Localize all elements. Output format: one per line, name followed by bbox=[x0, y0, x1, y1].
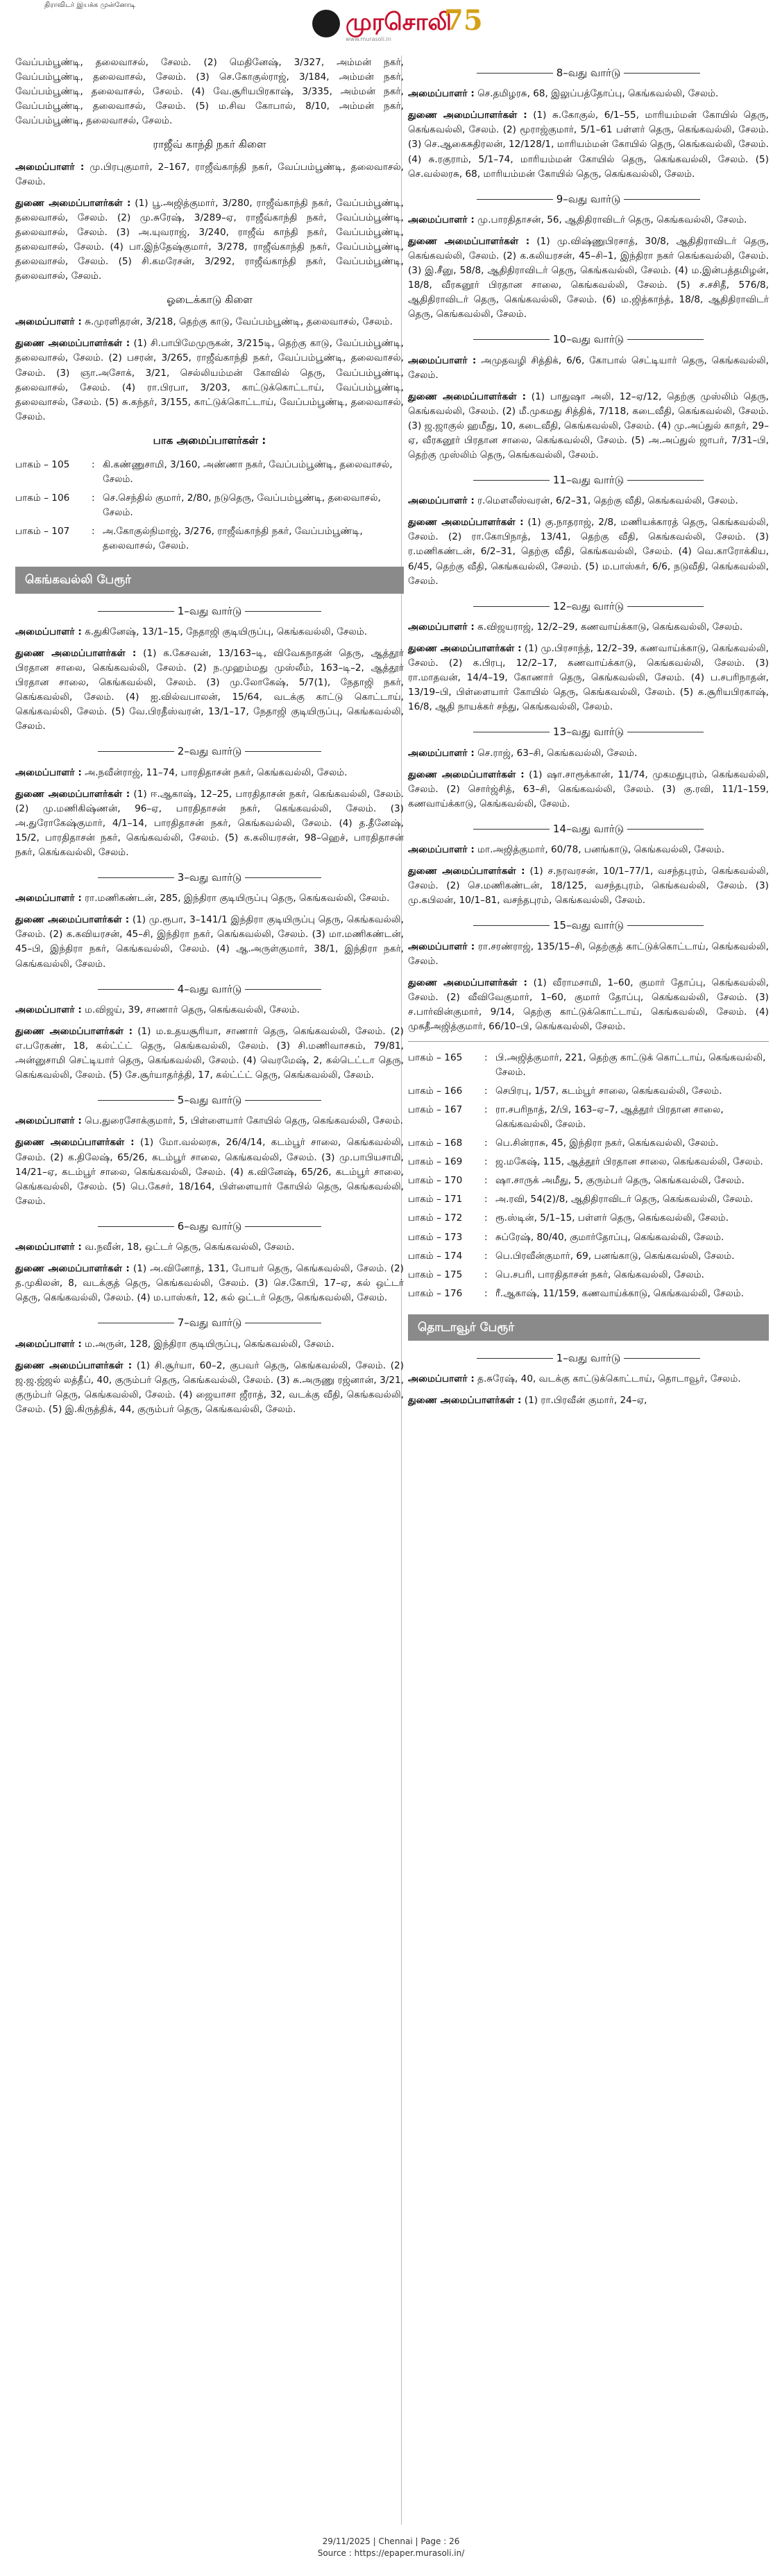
ward-block bbox=[408, 332, 769, 463]
booth-text: கி.கண்ணுசாமி, 3/160, அண்ணா நகர், வேப்பம்பூண்டி, தலைவாசல், சேலம். bbox=[103, 459, 393, 486]
masthead-subline: www.murasoli.in bbox=[346, 36, 391, 42]
anniversary-mark: 75 bbox=[444, 4, 483, 37]
ward-block bbox=[408, 472, 769, 589]
booth-row: பாகம் – 107 : அ.கோகுல்நிமாஜ், 3/276, ராஜீவ்காந்தி நகர், வேப்பம்பூண்டி, தலைவாசல், சேலம். bbox=[15, 522, 404, 556]
organiser-entry: அமைப்பாளர் : க.துகினேஷ், 13/1–15, நேதாஜி குடியிருப்பு, கெங்கவல்லி, சேலம். bbox=[15, 626, 368, 637]
booth-heading: பாக அமைப்பாளர்கள் : bbox=[153, 433, 266, 447]
organiser-entry: அமைப்பாளர் : வ.நவீன், 18, ஒட்டர் தெரு, கெங்கவல்லி, சேலம். bbox=[15, 1242, 295, 1253]
deputy-text: (1) பூ.அஜித்குமார், 3/280, ராஜீவ்காந்தி நகர், வேப்பம்பூண்டி, தலைவாசல், சேலம். (2) மு.சுரேஷ், 3/289–ஏ, ராஜீவ்காந்தி நகர், வேப்பம்பூண்டி, தலைவாசல், சேலம். (3) அ.யுவராஜ், 3/240, ராஜீவ் காந்தி நகர், வேப்பம்பூண்டி, தலைவாசல், சேலம். (4) பா.இந்தேஷ்குமார், 3/278, ராஜீவ்காந்தி நகர், வேப்பம்பூண்டி, தலைவாசல், சேலம். (5) சி.கமரேசன், 3/292, ராஜீவ்காந்தி நகர், வேப்பம்பூண்டி, தலைவாசல், சேலம். bbox=[15, 197, 404, 282]
organiser-entry: அமைப்பாளர் : செ.தமிழரசு, 68, இலுப்பத்தோப்பு, கெங்கவல்லி, சேலம். bbox=[408, 88, 719, 100]
deputy-entry bbox=[15, 336, 404, 424]
organiser-entry: அமைப்பாளர் : க.விஜயராஜ், 12/2–29, கணவாய்க்காடு, கெங்கவல்லி, சேலம். bbox=[408, 621, 743, 633]
ward-block bbox=[15, 744, 404, 860]
booth-number: பாகம் – 171 bbox=[408, 1194, 463, 1205]
deputy-entry: துணை அமைப்பாளர்கள் : (1) பாதுஷா அலி, 12–ஏ/12, தெற்கு முஸ்லிம் தெரு, கெங்கவல்லி, சேலம். (2) மீ.முகமது சித்திக், 7/118, கடைவீதி, கெங்கவல்லி, சேலம். (3) ஜ.ஜாகுல் ஹமீது, 10, கடைவீதி, கெங்கவல்லி, சேலம். (4) மு.அப்துல் காதர், 29–ஏ, வீரகனூர் பிரதான சாலை, கெங்கவல்லி, சேலம். (5) அ.அப்துல் ஜாபர், 7/31–பி, தெற்கு முஸ்லிம் தெரு, கெங்கவல்லி, சேலம். bbox=[408, 390, 769, 461]
footer-source-link[interactable]: Source : https://epaper.murasoli.in/ bbox=[317, 2548, 465, 2558]
ward-title: 6–வது வார்டு bbox=[15, 1219, 404, 1235]
booth-number: பாகம் – 105 bbox=[15, 459, 70, 470]
ward-title: 5–வது வார்டு bbox=[15, 1092, 404, 1108]
booth-text: பெ.சபரி, பாரதிதாசன் நகர், கெங்கவல்லி, சேலம். bbox=[495, 1269, 704, 1280]
ward-title: 11–வது வார்டு bbox=[408, 472, 769, 488]
ward-block bbox=[15, 981, 404, 1083]
booth-row: பாகம் – 175 : பெ.சபரி, பாரதிதாசன் நகர், கெங்கவல்லி, சேலம். bbox=[408, 1266, 769, 1285]
organiser-entry: அமைப்பாளர் : ரா.சரண்ராஜ், 135/15–சி, தெற்குத் காட்டுக்கொட்டாய், கெங்கவல்லி, சேலம். bbox=[408, 941, 770, 967]
separator bbox=[408, 1041, 769, 1042]
left-column bbox=[15, 55, 404, 1424]
deputy-entry: துணை அமைப்பாளர்கள் : (1) ஷா.சாரூக்கான், 11/74, முகமதுபுரம், கெங்கவல்லி, சேலம். (2) சொர்ஜ்சித், 63–சி, கெங்கவல்லி, சேலம். (3) கு.ரவி, 11/1–159, கணவாய்க்காடு, கெங்கவல்லி, சேலம். bbox=[408, 768, 770, 809]
deputy-entry: துணை அமைப்பாளர்கள் : (1) மு.விஷ்ணுபிரசாத், 30/8, ஆதிதிராவிடர் தெரு, கெங்கவல்லி, சேலம். (2) க.கலியரசன், 45–சி–1, இந்திரா நகர் கெங்கவல்லி, சேலம். (3) இ.சீனு, 58/8, ஆதிதிராவிடர் தெரு, கெங்கவல்லி, சேலம். (4) ம.இன்பத்தமிழன், 18/8, வீரகனூர் பிரதான சாலை, கெங்கவல்லி, சேலம். (5) ச.சசிதீ, 576/8, ஆதிதிராவிடர் தெரு, கெங்கவல்லி, சேலம். (6) ம.ஜித்காந்த், 18/8, ஆதிதிராவிடர் தெரு, கெங்கவல்லி, சேலம். bbox=[408, 235, 769, 320]
organiser-entry: அமைப்பாளர் : மா.அஜித்குமார், 60/78, பனங்காடு, கெங்கவல்லி, சேலம். bbox=[408, 844, 725, 855]
deputy-entry: துணை அமைப்பாளர்கள் : (1) ரா.பிரவீன் குமார், 24–ஏ, bbox=[408, 1395, 647, 1407]
booth-text: ரூ.ஸ்டின், 5/1–15, பள்ளர் தெரு, கெங்கவல்லி, சேலம். bbox=[495, 1212, 729, 1224]
booth-row: பாகம் – 172 : ரூ.ஸ்டின், 5/1–15, பள்ளர் தெரு, கெங்கவல்லி, சேலம். bbox=[408, 1209, 769, 1228]
ward-block bbox=[15, 870, 404, 972]
organiser-entry: அமைப்பாளர் : மு.பாரதிதாசன், 56, ஆதிதிராவிடர் தெரு, கெங்கவல்லி, சேலம். bbox=[408, 214, 747, 225]
booth-row: பாகம் – 167 : ரா.சபரிநாத், 2/பி, 163–ஏ–7, ஆத்தூர் பிரதான சாலை, கெங்கவல்லி, சேலம். bbox=[408, 1101, 769, 1134]
ward-block bbox=[408, 191, 769, 323]
ward-block bbox=[408, 724, 769, 812]
booth-text: செ.செந்தில் குமார், 2/80, நடுதெரு, வேப்பம்பூண்டி, தலைவாசல், சேலம். bbox=[103, 492, 381, 519]
ward-title: 14–வது வார்டு bbox=[408, 821, 769, 837]
deputy-entry bbox=[15, 196, 404, 284]
organiser-label: அமைப்பாளர் : bbox=[15, 161, 85, 173]
deputy-label: துணை அமைப்பாளர்கள் : bbox=[15, 197, 131, 209]
page-footer bbox=[0, 2536, 782, 2559]
booth-number: பாகம் – 170 bbox=[408, 1175, 463, 1187]
booth-text: பெ.பிரவீன்குமார், 69, பனங்காடு, கெங்கவல்லி, சேலம். bbox=[495, 1250, 735, 1262]
booth-number: பாகம் – 172 bbox=[408, 1212, 463, 1224]
deputy-entry: துணை அமைப்பாளர்கள் : (1) ம.உதயசூரியா, சாணார் தெரு, கெங்கவல்லி, சேலம். (2) எ.பரேகண், 18, கல்ட்ட்ட் தெரு, கெங்கவல்லி, சேலம். (3) சி.மணிவாசகம், 79/81, அன்னுசாமி செட்டியார் தெரு, கெங்கவல்லி, சேலம். (4) வெரமேஷ், 2, கல்டெட்டா தெரு, கெங்கவல்லி, சேலம். (5) சே.சூர்யாதர்த்தி, 17, கல்ட்ட்ட் தெரு, கெங்கவல்லி, சேலம். bbox=[15, 1025, 404, 1081]
masthead bbox=[0, 0, 782, 49]
booth-number: பாகம் – 174 bbox=[408, 1250, 463, 1262]
deputy-entry: துணை அமைப்பாளர்கள் : (1) கு.நாதராஜ், 2/8, மணியக்காரத் தெரு, கெங்கவல்லி, சேலம். (2) ரா.கோபிநாத், 13/41, தெற்கு வீதி, கெங்கவல்லி, சேலம். (3) ர.மணிகண்டன், 6/2–31, தெற்கு வீதி, கெங்கவல்லி, சேலம். (4) வெ.காரோக்கிய, 6/45, தெற்கு வீதி, கெங்கவல்லி, சேலம். (5) ம.பாஸ்கர், 6/6, நடுவீதி, கெங்கவல்லி, சேலம். bbox=[408, 517, 769, 587]
booth-number: பாகம் – 165 bbox=[408, 1051, 463, 1063]
ward-title: 2–வது வார்டு bbox=[15, 744, 404, 759]
booth-row: பாகம் – 165 : பி.அஜித்குமார், 221, தெற்கு காட்டுக் கொட்டாய், கெங்கவல்லி, சேலம். bbox=[408, 1049, 769, 1082]
booth-text: ரா.சபரிநாத், 2/பி, 163–ஏ–7, ஆத்தூர் பிரதான சாலை, கெங்கவல்லி, சேலம். bbox=[495, 1104, 724, 1131]
organiser-entry: அமைப்பாளர் : த.சுரேஷ், 40, வடக்கு காட்டுக்கொட்டாய், தொடாவூர், சேலம். bbox=[408, 1373, 741, 1385]
booth-number: பாகம் – 167 bbox=[408, 1104, 463, 1116]
ward-block bbox=[15, 1219, 404, 1306]
booth-text: ஜ.மகேஷ், 115, ஆத்தூர் பிரதான சாலை, கெங்கவல்லி, சேலம். bbox=[495, 1156, 763, 1168]
ward-title: 13–வது வார்டு bbox=[408, 724, 769, 740]
organiser-entry: அமைப்பாளர் : அமுதவழி சித்திக், 6/6, கோபால் செட்டியார் தெரு, கெங்கவல்லி, சேலம். bbox=[408, 354, 769, 381]
booth-row: பாகம் – 106 : செ.செந்தில் குமார், 2/80, நடுதெரு, வேப்பம்பூண்டி, தலைவாசல், சேலம். bbox=[15, 489, 404, 522]
ward-block bbox=[15, 603, 404, 735]
booth-row: பாகம் – 173 : சுப்ரேஷ், 80/40, குமார்தோப்பு, கெங்கவல்லி, சேலம். bbox=[408, 1228, 769, 1247]
deputy-entry: துணை அமைப்பாளர்கள் : (1) சி.சூர்யா, 60–2, குபவர் தெரு, கெங்கவல்லி, சேலம். (2) ஜ.ஜ.ஜ்ஜல் லத்தீப், 40, குரும்பர் தெரு, கெங்கவல்லி, சேலம். (3) சு.அருணு ரஜ்னான், 3/21, குரும்பர் தெரு, கெங்கவல்லி, சேலம். (4) ஜையாசா ஜீராத், 32, வடக்கு வீதி, கெங்கவல்லி, சேலம். (5) இ.கிருத்திக், 44, குரும்பர் தெரு, கெங்கவல்லி, சேலம். bbox=[15, 1359, 404, 1415]
deputy-entry: துணை அமைப்பாளர்கள் : (1) ச.நரவரசன், 10/1–77/1, வசந்தபுரம், கெங்கவல்லி, சேலம். (2) செ.மணிகண்டன், 18/125, வசந்தபுரம், கெங்கவல்லி, சேலம். (3) மு.கபிலன், 10/1–81, வசந்தபுரம், கெங்கவல்லி, சேலம். bbox=[408, 866, 769, 907]
deputy-entry: துணை அமைப்பாளர்கள் : (1) க.கேசவன், 13/163–டி, விவேகநாதன் தெரு, ஆத்தூர் பிரதான சாலை, கெங்கவல்லி, சேலம். (2) ந.முஹம்மது முஸ்லீம், 163–டி–2, ஆத்தூர் பிரதான சாலை, கெங்கவல்லி, சேலம். (3) மு.லோகேஷ், 5/7(1), நேதாஜி நகர், கெங்கவல்லி, சேலம். (4) ஐ.வில்வபாலன், 15/64, வடக்கு காட்டு கொட்டாய், கெங்கவல்லி, சேலம். (5) வே.பிரதீஸ்வரன், 13/1–17, நேதாஜி குடியிருப்பு, கெங்கவல்லி, சேலம். bbox=[15, 648, 404, 732]
booth-number: பாகம் – 169 bbox=[408, 1156, 463, 1168]
ward-title: 7–வது வார்டு bbox=[15, 1315, 404, 1331]
booth-text: அ.கோகுல்நிமாஜ், 3/276, ராஜீவ்காந்தி நகர், வேப்பம்பூண்டி, தலைவாசல், சேலம். bbox=[103, 526, 363, 552]
booth-number: பாகம் – 175 bbox=[408, 1269, 463, 1280]
ward-title: 8–வது வார்டு bbox=[408, 65, 769, 81]
deputy-entry: துணை அமைப்பாளர்கள் : (1) சு.கோகுல், 6/1–55, மாரியம்மன் கோயில் தெரு, கெங்கவல்லி, சேலம். (2) மூராஜ்குமார், 5/1–61 பள்ளர் தெரு, கெங்கவல்லி, சேலம். (3) செ.ஆகைசுதிரலன், 12/128/1, மாரியம்மன் கோயில் தெரு, கெங்கவல்லி, சேலம். (4) சு.ரகுராம், 5/1–74, மாரியம்மன் கோயில் தெரு, கெங்கவல்லி, சேலம். (5) செ.வல்லரசு, 68, மாரியம்மன் கோயில் தெரு, கெங்கவல்லி, சேலம். bbox=[408, 110, 769, 180]
booth-number: பாகம் – 176 bbox=[408, 1287, 463, 1299]
branch-heading: ராஜீவ் காந்தி நகர் கிளை bbox=[153, 138, 266, 151]
booth-row: பாகம் – 174 : பெ.பிரவீன்குமார், 69, பனங்காடு, கெங்கவல்லி, சேலம். bbox=[408, 1247, 769, 1266]
booth-number: பாகம் – 107 bbox=[15, 526, 70, 538]
masthead-logo bbox=[312, 4, 483, 44]
ward-block bbox=[408, 1350, 769, 1408]
booth-number: பாகம் – 168 bbox=[408, 1137, 463, 1149]
ward-block bbox=[15, 1315, 404, 1417]
booth-row: பாகம் – 170 : ஷா.சாருக் அமீது, 5, குரும்பர் தெரு, கெங்கவல்லி, சேலம். bbox=[408, 1171, 769, 1190]
ward-title: 1–வது வார்டு bbox=[15, 603, 404, 619]
booth-number: பாகம் – 173 bbox=[408, 1231, 463, 1243]
booth-row: பாகம் – 176 : ரீ.ஆகாஷ், 11/159, கணவாய்க்காடு, கெங்கவல்லி, சேலம். bbox=[408, 1285, 769, 1303]
ward-title: 15–வது வார்டு bbox=[408, 918, 769, 934]
booth-text: ஷா.சாருக் அமீது, 5, குரும்பர் தெரு, கெங்கவல்லி, சேலம். bbox=[495, 1175, 745, 1187]
organiser-entry: அமைப்பாளர் : அ.நவீன்ராஜ், 11–74, பாரதிதாசன் நகர், கெங்கவல்லி, சேலம். bbox=[15, 766, 348, 778]
ward-title: 12–வது வார்டு bbox=[408, 599, 769, 615]
ward-title: 1–வது வார்டு bbox=[408, 1350, 769, 1366]
footer-date-line: 29/11/2025 | Chennai | Page : 26 bbox=[322, 2536, 460, 2546]
booth-text: சுப்ரேஷ், 80/40, குமார்தோப்பு, கெங்கவல்லி, சேலம். bbox=[495, 1231, 724, 1243]
booth-text: அ.ரவி, 54(2)/8, ஆதிதிராவிடர் தெரு, கெங்கவல்லி, சேலம். bbox=[495, 1194, 754, 1205]
booth-number: பாகம் – 106 bbox=[15, 492, 70, 504]
deputy-entry: துணை அமைப்பாளர்கள் : (1) அ.வினோத், 131, போயர் தெரு, கெங்கவல்லி, சேலம். (2) த.முகிலன், 8, வடக்குத் தெரு, கெங்கவல்லி, சேலம். (3) செ.கோபி, 17–ஏ, கல் ஒட்டர் தெரு, கெங்கவல்லி, சேலம். (4) ம.பாஸ்கர், 12, கல் ஒட்டர் தெரு, கெங்கவல்லி, சேலம். bbox=[15, 1263, 404, 1304]
deputy-entry: துணை அமைப்பாளர்கள் : (1) வீராமசாமி, 1–60, குமார் தோப்பு, கெங்கவல்லி, சேலம். (2) வீவிவேகுமார், 1–60, குமார் தோப்பு, கெங்கவல்லி, சேலம். (3) ச.பார்வின்குமார், 9/14, தெற்கு காட்டுக்கொட்டாய், கெங்கவல்லி, சேலம். (4) முகதீஅஜித்குமார், 66/10–பி, கெங்கவல்லி, சேலம். bbox=[408, 977, 769, 1032]
booth-row: பாகம் – 169 : ஜ.மகேஷ், 115, ஆத்தூர் பிரதான சாலை, கெங்கவல்லி, சேலம். bbox=[408, 1153, 769, 1171]
ward-title: 10–வது வார்டு bbox=[408, 332, 769, 347]
ward-block bbox=[408, 821, 769, 909]
organiser-entry: அமைப்பாளர் : ரா.மணிகண்டன், 285, இந்திரா குடியிருப்பு தெரு, கெங்கவல்லி, சேலம். bbox=[15, 893, 390, 904]
organiser-entry: அமைப்பாளர் : ர.மௌலீஸ்வரன், 6/2–31, தெற்கு வீதி, கெங்கவல்லி, சேலம். bbox=[408, 495, 738, 507]
organiser-text: சு.முரளிதரன், 3/218, தெற்கு காடு, வேப்பம்பூண்டி, தலைவாசல், சேலம். bbox=[85, 316, 393, 328]
deputy-entry: துணை அமைப்பாளர்கள் : (1) மு.பிரசாந்த், 12/2–39, கணவாய்க்காடு, கெங்கவல்லி, சேலம். (2) க.பிரபு, 12/2–17, கணவாய்க்காடு, கெங்கவல்லி, சேலம். (3) ரா.மாதவன், 14/4–19, கோணார் தெரு, கெங்கவல்லி, சேலம். (4) ப.சபரிநாதன், 13/19–பி, பிள்ளையார் கோயில் தெரு, கெங்கவல்லி, சேலம். (5) க.சூரியபிரகாஷ், 16/8, ஆதி நாயக்கர் சந்து, கெங்கவல்லி, சேலம். bbox=[408, 642, 769, 713]
organiser-entry: அமைப்பாளர் : ம.அருன், 128, இந்திரா குடியிருப்பு, கெங்கவல்லி, சேலம். bbox=[15, 1338, 334, 1350]
ward-block bbox=[408, 65, 769, 182]
intro-paragraph: வேப்பம்பூண்டி, தலைவாசல், சேலம். (2) மெதினேஷ், 3/327, அம்மன் நகர், வேப்பம்பூண்டி, தலைவாசல், சேலம். (3) செ.கோகுல்ராஜ், 3/184, அம்மன் நகர், வேப்பம்பூண்டி, தலைவாசல், சேலம். (4) வே.சூரியபிரகாஷ், 3/335, அம்மன் நகர், வேப்பம்பூண்டி, தலைவாசல், சேலம். (5) ம.சிவ கோபால், 8/10, அம்மன் நகர், வேப்பம்பூண்டி, தலைவாசல், சேலம். bbox=[15, 57, 404, 127]
section-banner: தொடாவூர் பேரூர் bbox=[408, 1314, 769, 1341]
booth-row: பாகம் – 105 : கி.கண்ணுசாமி, 3/160, அண்ணா நகர், வேப்பம்பூண்டி, தலைவாசல், சேலம். bbox=[15, 456, 404, 489]
bull-emblem-icon bbox=[312, 10, 340, 37]
organiser-entry bbox=[15, 160, 404, 189]
booth-table bbox=[15, 456, 404, 556]
organiser-text: மு.பிரபுகுமார், 2–167, ராஜீவ்காந்தி நகர், வேப்பம்பூண்டி, தலைவாசல், சேலம். bbox=[15, 161, 404, 187]
booth-text: பி.அஜித்குமார், 221, தெற்கு காட்டுக் கொட்டாய், கெங்கவல்லி, சேலம். bbox=[495, 1051, 766, 1078]
booth-text: ரீ.ஆகாஷ், 11/159, கணவாய்க்காடு, கெங்கவல்லி, சேலம். bbox=[495, 1287, 745, 1299]
booth-text: செபிரபு, 1/57, கடம்பூர் சாலை, கெங்கவல்லி, சேலம். bbox=[495, 1085, 722, 1097]
organiser-entry: அமைப்பாளர் : பெ.துரைசோக்குமார், 5, பிள்ளையார் கோயில் தெரு, கெங்கவல்லி, சேலம். bbox=[15, 1115, 403, 1127]
ward-title: 9–வது வார்டு bbox=[408, 191, 769, 207]
organiser-label: அமைப்பாளர் : bbox=[15, 316, 82, 328]
right-column bbox=[408, 55, 769, 1415]
organiser-entry: அமைப்பாளர் : ம.விஜய், 39, சாணார் தெரு, கெங்கவல்லி, சேலம். bbox=[15, 1004, 300, 1015]
booth-row: பாகம் – 171 : அ.ரவி, 54(2)/8, ஆதிதிராவிடர் தெரு, கெங்கவல்லி, சேலம். bbox=[408, 1190, 769, 1209]
branch-heading: ஓடைக்காடு கிளை bbox=[167, 293, 253, 307]
booth-row: பாகம் – 168 : பெ.சின்ராசு, 45, இந்திரா நகர், கெங்கவல்லி, சேலம். bbox=[408, 1134, 769, 1153]
organiser-entry: அமைப்பாளர் : செ.ராஜ், 63–சி, கெங்கவல்லி, சேலம். bbox=[408, 747, 638, 759]
ward-block bbox=[408, 599, 769, 715]
booth-text: பெ.சின்ராசு, 45, இந்திரா நகர், கெங்கவல்லி, சேலம். bbox=[495, 1137, 719, 1149]
ward-block bbox=[408, 918, 769, 1034]
ward-title: 4–வது வார்டு bbox=[15, 981, 404, 997]
deputy-text: (1) சி.பாபிமேமுருகன், 3/215டி, தெற்கு காடு, வேப்பம்பூண்டி, தலைவாசல், சேலம். (2) பசரன், 3/265, ராஜீவ்காந்தி நகர், வேப்பம்பூண்டி, தலைவாசல், சேலம். (3) ஞா.அசோக், 3/21, செல்லியம்மன் கோவில் தெரு, வேப்பம்பூண்டி, தலைவாசல், சேலம். (4) ரா.பிரபா, 3/203, காட்டுக்கொட்டாய், வேப்பம்பூண்டி, தலைவாசல், சேலம். (5) சு.கந்தர், 3/155, காட்டுக்கொட்டாய், வேப்பம்பூண்டி, தலைவாசல், சேலம். bbox=[15, 338, 404, 422]
deputy-entry: துணை அமைப்பாளர்கள் : (1) ஈ.ஆகாஷ், 12–25, பாரதிதாசன் நகர், கெங்கவல்லி, சேலம். (2) மு.மணிகிஷ்ணன், 96–ஏ, பாரதிதாசன் நகர், கெங்கவல்லி, சேலம். (3) அ.துரோகேஷ்குமார், 4/1–14, பாரதிதாசன் நகர், கெங்கவல்லி, சேலம். (4) த.தீனேஷ், 15/2, பாரதிதாசன் நகர், கெங்கவல்லி, சேலம். (5) க.கலியரசன், 98–ஹெச், பாரதிதாசன் நகர், கெங்கவல்லி, சேலம். bbox=[15, 788, 404, 858]
deputy-entry: துணை அமைப்பாளர்கள் : (1) மோ.வல்லரசு, 26/4/14, கடம்பூர் சாலை, கெங்கவல்லி, சேலம். (2) க.திலேஷ், 65/26, கடம்பூர் சாலை, கெங்கவல்லி, சேலம். (3) மு.பாபியசாமி, 14/21–ஏ, கடம்பூர் சாலை, கெங்கவல்லி, சேலம். (4) க.வினேஷ், 65/26, கடம்பூர் சாலை, கெங்கவல்லி, சேலம். (5) பெ.கேசர், 18/164, பிள்ளையார் கோயில் தெரு, கெங்கவல்லி, சேலம். bbox=[15, 1137, 404, 1207]
newspaper-title: முரசொலி bbox=[346, 8, 452, 36]
section-banner: கெங்கவல்லி பேரூர் bbox=[15, 567, 404, 593]
ward-block bbox=[15, 1092, 404, 1209]
masthead-tagline: திராவிடர் இயக்க முன்னோடி bbox=[44, 1, 136, 9]
deputy-entry: துணை அமைப்பாளர்கள் : (1) மு.ரூபா, 3–141/1 இந்திரா குடியிருப்பு தெரு, கெங்கவல்லி, சேலம். (2) க.கவியரசன், 45–சி, இந்திரா நகர், கெங்கவல்லி, சேலம். (3) மா.மணிகண்டன், 45–பி, இந்திரா நகர், கெங்கவல்லி, சேலம். (4) ஆ.அருள்குமார், 38/1, இந்திரா நகர், கெங்கவல்லி, சேலம். bbox=[15, 914, 404, 970]
deputy-label: துணை அமைப்பாளர்கள் : bbox=[15, 338, 130, 350]
organiser-entry bbox=[15, 315, 404, 329]
booth-number: பாகம் – 166 bbox=[408, 1085, 463, 1097]
ward-title: 3–வது வார்டு bbox=[15, 870, 404, 886]
booth-table bbox=[408, 1049, 769, 1303]
booth-row: பாகம் – 166 : செபிரபு, 1/57, கடம்பூர் சாலை, கெங்கவல்லி, சேலம். bbox=[408, 1082, 769, 1101]
